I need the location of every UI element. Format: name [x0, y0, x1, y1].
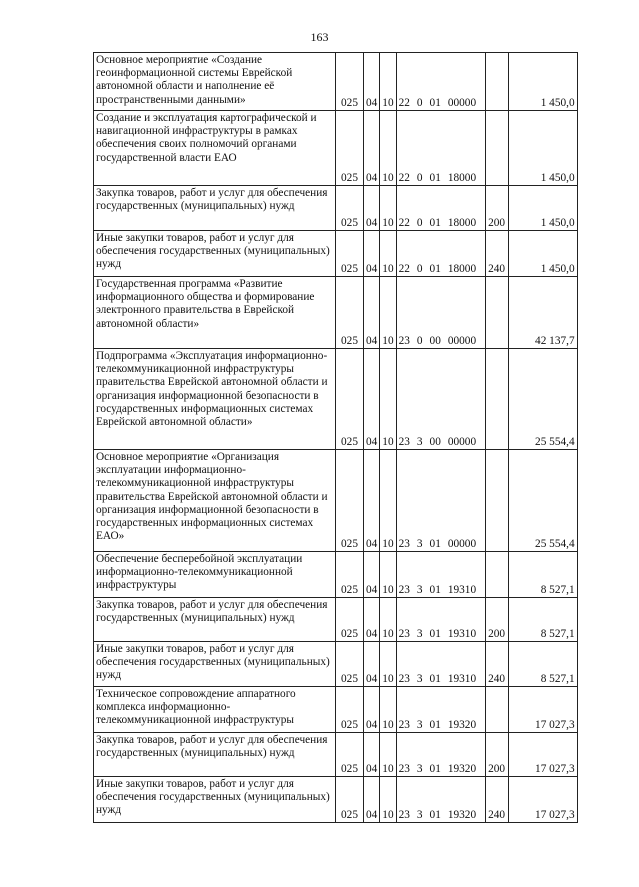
- target-article-part: 01: [429, 262, 441, 275]
- table-row: [94, 642, 578, 687]
- target-article-part: 23: [398, 627, 410, 640]
- subsection-code: 10: [380, 111, 396, 186]
- item-name: Основное мероприятие «Создание геоинформационной системы Еврейской автономной области и наполнение её пространственными данными»: [94, 53, 336, 111]
- subsection-code: 10: [380, 598, 396, 642]
- target-article-part: 0: [416, 96, 423, 109]
- target-article-part: 22: [398, 216, 410, 229]
- target-article-part: 22: [398, 262, 410, 275]
- expense-type-code: 200: [485, 598, 508, 642]
- target-article-part: 00000: [447, 334, 477, 347]
- target-article-part: 23: [398, 537, 410, 550]
- expense-type-code: [485, 111, 508, 186]
- expense-type-code: [485, 450, 508, 552]
- item-name: Иные закупки товаров, работ и услуг для обеспечения государственных (муниципальных) нужд: [94, 777, 336, 823]
- admin-code: 025: [336, 53, 364, 111]
- target-article-part: 23: [398, 583, 410, 596]
- target-article-part: 23: [398, 718, 410, 731]
- target-article-part: 00000: [447, 435, 477, 448]
- expense-type-code: [485, 349, 508, 450]
- target-article-code: [396, 642, 485, 687]
- item-name: Основное мероприятие «Организация эксплуатации информационно-телекоммуникационной инфраструктуры правительства Еврейской автономной области и организация информационной безопасности в государственных информационных системах ЕАО»: [94, 450, 336, 552]
- section-code: 04: [364, 687, 380, 733]
- item-name: Иные закупки товаров, работ и услуг для обеспечения государственных (муниципальных) нужд: [94, 231, 336, 277]
- amount-value: 1 450,0: [508, 231, 577, 277]
- target-article-code: [396, 552, 485, 598]
- item-name: Обеспечение бесперебойной эксплуатации информационно-телекоммуникационной инфраструктуры: [94, 552, 336, 598]
- item-name: Закупка товаров, работ и услуг для обеспечения государственных (муниципальных) нужд: [94, 733, 336, 777]
- target-article-code: [396, 777, 485, 823]
- expense-type-code: [485, 277, 508, 349]
- admin-code: 025: [336, 111, 364, 186]
- table-row: [94, 687, 578, 733]
- target-article-part: 23: [398, 435, 410, 448]
- target-article-part: 23: [398, 762, 410, 775]
- item-name: Иные закупки товаров, работ и услуг для обеспечения государственных (муниципальных) нужд: [94, 642, 336, 687]
- admin-code: 025: [336, 349, 364, 450]
- item-name: Техническое сопровождение аппаратного комплекса информационно-телекоммуникационной инфраструктуры: [94, 687, 336, 733]
- subsection-code: 10: [380, 642, 396, 687]
- amount-value: 8 527,1: [508, 598, 577, 642]
- target-article-part: 23: [398, 334, 410, 347]
- item-name: Закупка товаров, работ и услуг для обеспечения государственных (муниципальных) нужд: [94, 598, 336, 642]
- target-article-part: 3: [416, 762, 423, 775]
- admin-code: 025: [336, 450, 364, 552]
- expense-type-code: 200: [485, 733, 508, 777]
- subsection-code: 10: [380, 186, 396, 231]
- admin-code: 025: [336, 186, 364, 231]
- table-row: [94, 186, 578, 231]
- table-row: [94, 111, 578, 186]
- expense-type-code: [485, 687, 508, 733]
- table-row: [94, 450, 578, 552]
- target-article-part: 01: [429, 672, 441, 685]
- expense-type-code: 200: [485, 186, 508, 231]
- target-article-part: 3: [416, 627, 423, 640]
- item-name: Подпрограмма «Эксплуатация информационно-телекоммуникационной инфраструктуры правительства Еврейской автономной области и организация информационной безопасности в государственных информационных системах Еврейской автономной области»: [94, 349, 336, 450]
- target-article-part: 22: [398, 171, 410, 184]
- page-number: 163: [310, 30, 329, 44]
- table-row: [94, 231, 578, 277]
- admin-code: 025: [336, 552, 364, 598]
- expense-type-code: 240: [485, 777, 508, 823]
- section-code: 04: [364, 642, 380, 687]
- subsection-code: 10: [380, 231, 396, 277]
- amount-value: 25 554,4: [508, 450, 577, 552]
- subsection-code: 10: [380, 53, 396, 111]
- target-article-part: 18000: [447, 171, 477, 184]
- amount-value: 1 450,0: [508, 111, 577, 186]
- target-article-part: 3: [416, 537, 423, 550]
- target-article-code: [396, 277, 485, 349]
- amount-value: 1 450,0: [508, 53, 577, 111]
- table-row: [94, 349, 578, 450]
- target-article-part: 01: [429, 96, 441, 109]
- section-code: 04: [364, 598, 380, 642]
- subsection-code: 10: [380, 349, 396, 450]
- section-code: 04: [364, 231, 380, 277]
- table-row: [94, 733, 578, 777]
- expense-type-code: 240: [485, 642, 508, 687]
- table-row: [94, 552, 578, 598]
- target-article-part: 00000: [447, 96, 477, 109]
- amount-value: 25 554,4: [508, 349, 577, 450]
- section-code: 04: [364, 349, 380, 450]
- section-code: 04: [364, 111, 380, 186]
- section-code: 04: [364, 552, 380, 598]
- target-article-part: 19320: [447, 762, 477, 775]
- target-article-part: 01: [429, 718, 441, 731]
- section-code: 04: [364, 53, 380, 111]
- target-article-code: [396, 733, 485, 777]
- target-article-code: [396, 450, 485, 552]
- target-article-part: 19310: [447, 627, 477, 640]
- table-row: [94, 598, 578, 642]
- target-article-part: 00: [429, 334, 441, 347]
- target-article-part: 0: [416, 171, 423, 184]
- expense-type-code: [485, 552, 508, 598]
- subsection-code: 10: [380, 687, 396, 733]
- target-article-code: [396, 111, 485, 186]
- admin-code: 025: [336, 231, 364, 277]
- amount-value: 8 527,1: [508, 552, 577, 598]
- section-code: 04: [364, 277, 380, 349]
- target-article-part: 3: [416, 583, 423, 596]
- target-article-part: 01: [429, 583, 441, 596]
- amount-value: 17 027,3: [508, 777, 577, 823]
- target-article-part: 01: [429, 216, 441, 229]
- section-code: 04: [364, 777, 380, 823]
- target-article-part: 23: [398, 672, 410, 685]
- subsection-code: 10: [380, 733, 396, 777]
- amount-value: 17 027,3: [508, 687, 577, 733]
- section-code: 04: [364, 186, 380, 231]
- subsection-code: 10: [380, 552, 396, 598]
- target-article-part: 18000: [447, 262, 477, 275]
- target-article-code: [396, 349, 485, 450]
- table-body: [94, 53, 578, 823]
- target-article-part: 0: [416, 334, 423, 347]
- item-name: Государственная программа «Развитие информационного общества и формирование электронного правительства в Еврейской автономной области»: [94, 277, 336, 349]
- expense-type-code: [485, 53, 508, 111]
- target-article-part: 0: [416, 262, 423, 275]
- amount-value: 42 137,7: [508, 277, 577, 349]
- admin-code: 025: [336, 277, 364, 349]
- target-article-part: 19320: [447, 718, 477, 731]
- target-article-part: 0: [416, 216, 423, 229]
- target-article-part: 01: [429, 537, 441, 550]
- section-code: 04: [364, 450, 380, 552]
- target-article-part: 01: [429, 762, 441, 775]
- target-article-part: 19310: [447, 583, 477, 596]
- item-name: Создание и эксплуатация картографической и навигационной инфраструктуры в рамках обеспечения своих полномочий органами государственной власти ЕАО: [94, 111, 336, 186]
- table-row: [94, 777, 578, 823]
- target-article-code: [396, 231, 485, 277]
- target-article-part: 3: [416, 672, 423, 685]
- target-article-part: 00: [429, 435, 441, 448]
- target-article-code: [396, 687, 485, 733]
- admin-code: 025: [336, 598, 364, 642]
- amount-value: 1 450,0: [508, 186, 577, 231]
- admin-code: 025: [336, 687, 364, 733]
- target-article-part: 00000: [447, 537, 477, 550]
- target-article-part: 19320: [447, 808, 477, 821]
- section-code: 04: [364, 733, 380, 777]
- amount-value: 17 027,3: [508, 733, 577, 777]
- target-article-part: 22: [398, 96, 410, 109]
- target-article-part: 01: [429, 627, 441, 640]
- target-article-part: 3: [416, 435, 423, 448]
- target-article-code: [396, 598, 485, 642]
- target-article-part: 01: [429, 808, 441, 821]
- target-article-part: 3: [416, 718, 423, 731]
- item-name: Закупка товаров, работ и услуг для обеспечения государственных (муниципальных) нужд: [94, 186, 336, 231]
- subsection-code: 10: [380, 450, 396, 552]
- target-article-code: [396, 186, 485, 231]
- budget-table: [93, 52, 578, 823]
- admin-code: 025: [336, 642, 364, 687]
- target-article-part: 18000: [447, 216, 477, 229]
- subsection-code: 10: [380, 777, 396, 823]
- expense-type-code: 240: [485, 231, 508, 277]
- admin-code: 025: [336, 733, 364, 777]
- target-article-part: 19310: [447, 672, 477, 685]
- subsection-code: 10: [380, 277, 396, 349]
- target-article-part: 23: [398, 808, 410, 821]
- target-article-part: 01: [429, 171, 441, 184]
- admin-code: 025: [336, 777, 364, 823]
- table-row: [94, 277, 578, 349]
- target-article-code: [396, 53, 485, 111]
- amount-value: 8 527,1: [508, 642, 577, 687]
- table-row: [94, 53, 578, 111]
- target-article-part: 3: [416, 808, 423, 821]
